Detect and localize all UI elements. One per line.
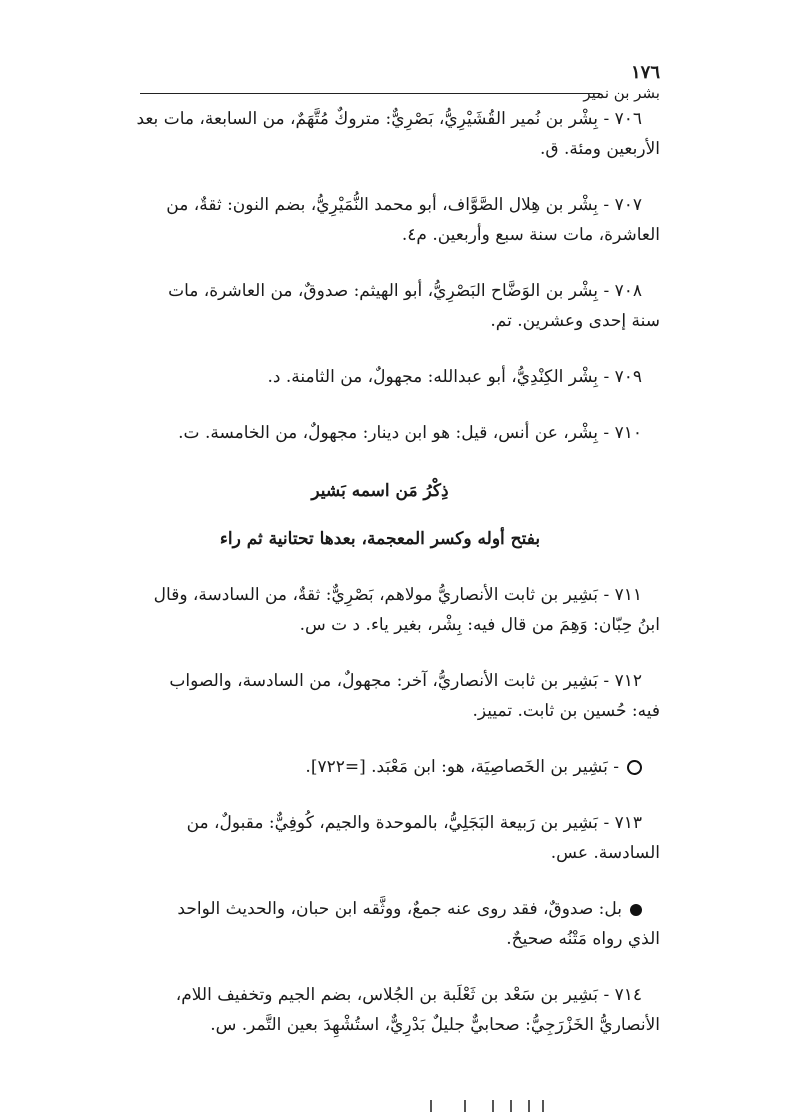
section-subheading: بفتح أوله وكسر المعجمة، بعدها تحتانية ثم راء bbox=[219, 529, 541, 549]
entry-line: السادسة. عس. bbox=[550, 843, 660, 863]
entry-714 bbox=[100, 980, 660, 1040]
running-head: بشر بن نمير bbox=[583, 84, 660, 102]
hollow-circle-icon bbox=[627, 760, 642, 775]
entry-line: ٧١٣ - بَشِير بن رَبيعة البَجَلِيُّ، بالموحدة والجيم، كُوفِيٌّ: مقبولٌ، من bbox=[186, 813, 642, 833]
page-number: ١٧٦ bbox=[630, 62, 660, 83]
section-heading: ذِكْرُ مَن اسمه بَشير bbox=[311, 481, 449, 501]
entry-712 bbox=[100, 666, 660, 726]
entry-line: العاشرة، مات سنة سبع وأربعين. م٤. bbox=[401, 225, 660, 245]
entry-line: الأربعين ومئة. ق. bbox=[540, 139, 660, 159]
entry-708 bbox=[100, 276, 660, 336]
page-body bbox=[100, 104, 660, 1066]
page-header bbox=[100, 60, 660, 108]
entry-711 bbox=[100, 580, 660, 640]
entry-line: الأنصاريُّ الخَزْرَجِيُّ: صحابيٌّ جليلٌ بَدْرِيٌّ، استُشْهِدَ بعين التَّمر. س. bbox=[210, 1015, 660, 1035]
entry-line: ٧٠٨ - بِشْر بن الوَضَّاح البَصْرِيُّ، أبو الهيثم: صدوقٌ، من العاشرة، مات bbox=[168, 281, 642, 301]
edge-mark bbox=[528, 1100, 530, 1112]
header-rule bbox=[140, 93, 600, 94]
entry-line: ٧١٠ - بِشْر، عن أنس، قيل: هو ابن دينار: مجهولٌ، من الخامسة. ت. bbox=[178, 423, 642, 443]
entry-line: بل: صدوقٌ، فقد روى عنه جمعٌ، ووثَّقه ابن حبان، والحديث الواحد bbox=[177, 899, 622, 919]
entry-cross-reference bbox=[100, 752, 660, 782]
entry-line: ٧١٢ - بَشِير بن ثابت الأنصاريُّ، آخر: مجهولٌ، من السادسة، والصواب bbox=[169, 671, 642, 691]
edge-mark bbox=[464, 1100, 466, 1112]
entry-line: سنة إحدى وعشرين. تم. bbox=[490, 311, 660, 331]
entry-line: فيه: حُسين بن ثابت. تمييز. bbox=[472, 701, 660, 721]
entry-713 bbox=[100, 808, 660, 868]
entry-710 bbox=[100, 418, 660, 448]
filled-circle-icon bbox=[630, 904, 642, 916]
entry-line: ٧١٤ - بَشِير بن سَعْد بن ثَعْلَبة بن الجُلاس، بضم الجيم وتخفيف اللام، bbox=[175, 985, 642, 1005]
entry-line: ٧١١ - بَشِير بن ثابت الأنصاريُّ مولاهم، بَصْرِيٌّ: ثقةٌ، من السادسة، وقال bbox=[153, 585, 642, 605]
edge-mark bbox=[542, 1100, 544, 1112]
entry-706 bbox=[100, 104, 660, 164]
edge-mark bbox=[492, 1100, 494, 1112]
edge-mark bbox=[430, 1100, 432, 1112]
entry-line: ابنُ حِبّان: وَهِمَ من قال فيه: بِشْر، بغير ياء. د ت س. bbox=[299, 615, 660, 635]
entry-707 bbox=[100, 190, 660, 250]
entry-line: الذي رواه مَتْنُه صحيحٌ. bbox=[506, 929, 660, 949]
entry-line: - بَشِير بن الخَصاصِيَة، هو: ابن مَعْبَد. [=٧٢٢]. bbox=[305, 757, 619, 777]
entry-709 bbox=[100, 362, 660, 392]
edge-mark bbox=[510, 1100, 512, 1112]
entry-note bbox=[100, 894, 660, 954]
entry-line: ٧٠٧ - بِشْر بن هِلال الصَّوَّاف، أبو محمد النُّمَيْرِيُّ، بضم النون: ثقةٌ، من bbox=[166, 195, 642, 215]
entry-line: ٧٠٦ - بِشْر بن نُمير القُشَيْرِيُّ، بَصْرِيٌّ: متروكٌ مُتَّهَمٌ، من السابعة، مات بعد bbox=[136, 109, 642, 129]
page-edge-marks bbox=[430, 1100, 560, 1114]
entry-line: ٧٠٩ - بِشْر الكِنْدِيُّ، أبو عبدالله: مجهولٌ، من الثامنة. د. bbox=[267, 367, 642, 387]
